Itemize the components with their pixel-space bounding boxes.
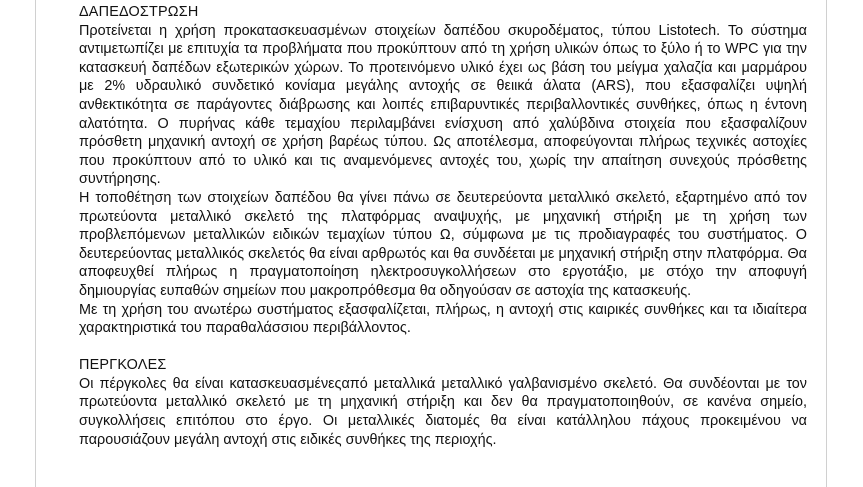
left-margin-rule — [35, 0, 36, 487]
section-pergolas — [79, 356, 807, 449]
section-spacer — [79, 338, 807, 357]
flooring-paragraph-1: Προτείνεται η χρήση προκατασκευασμένων στοιχείων δαπέδου σκυροδέματος, τύπου Listotech. Το σύστημα αντιμετωπίζει με επιτυχία τα προβλήματα που προκύπτουν από τη χρήση υλικών όπως το ξύλο ή το WPC για την κατασκευή δαπέδων εξωτερικών χώρων. Το προτεινόμενο υλικό έχει ως βάση του μείγμα χαλαζία και μαρμάρου με 2% υδραυλικό συνδετικό κονίαμα μεγάλης αντοχής σε θειικά άλατα (ARS), που εξασφαλίζει υψηλή ανθεκτικότητα σε παράγοντες διάβρωσης και λοιπές επιβαρυντικές περιβαλλοντικές συνθήκες, όπως η έντονη αλατότητα. Ο πυρήνας κάθε τεμαχίου περιλαμβάνει ενίσχυση από χαλύβδινα στοιχεία που εξασφαλίζουν πρόσθετη μηχανική αντοχή σε χρήση βαρέως τύπου. Ως αποτέλεσμα, αποφεύγονται πλήρως τεχνικές αστοχίες που προκύπτουν από το υλικό και τις αναμενόμενες αντοχές του, χωρίς την απαίτηση συνεχούς πρόσθετης συντήρησης. — [79, 22, 807, 188]
pergolas-paragraph-1: Οι πέργκολες θα είναι κατασκευασμένεςαπό μεταλλικά μεταλλικό γαλβανισμένο σκελετό. Θα συνδέονται με τον πρωτεύοντα μεταλλικό σκελετό με τη μηχανική στήριξη και δεν θα πραγματοποιηθούν, σε κανένα σημείο, συγκολλήσεις επιτόπου στο έργο. Οι μεταλλικές διατομές θα είναι κατάλληλου πάχους προκειμένου να παρουσιάζουν μεγάλη αντοχή στις ειδικές συνθήκες της περιοχής. — [79, 375, 807, 448]
right-margin-rule — [826, 0, 827, 487]
section-flooring — [79, 3, 807, 338]
document-body — [79, 3, 807, 449]
section-heading-pergolas: ΠΕΡΓΚΟΛΕΣ — [79, 357, 167, 374]
section-heading-flooring: ΔΑΠΕΔΟΣΤΡΩΣΗ — [79, 4, 199, 20]
flooring-paragraph-2: Η τοποθέτηση των στοιχείων δαπέδου θα γίνει πάνω σε δευτερεύοντα μεταλλικό σκελετό, εξαρτημένο από τον πρωτεύοντα μεταλλικό σκελετό της πλατφόρμας αναψυχής, με μηχανική στήριξη με τη χρήση των προβλεπόμενων μεταλλικών ειδικών τεμαχίων τύπου Ω, σύμφωνα με τις προδιαγραφές του συστήματος. Ο δευτερεύοντας μεταλλικός σκελετός θα είναι αρθρωτός και θα συνδέεται με μηχανική στήριξη στην πλατφόρμα. Θα αποφευχθεί πλήρως η πραγματοποίηση ηλεκτροσυγκολλήσεων στο εργοτάξιο, με στόχο την αποφυγή δημιουργίας ευπαθών σημείων που μακροπρόθεσμα θα οδηγούσαν σε αστοχία της κατασκευής. — [79, 189, 807, 299]
flooring-paragraph-3: Με τη χρήση του ανωτέρω συστήματος εξασφαλίζεται, πλήρως, η αντοχή στις καιρικές συνθήκες και τα ιδιαίτερα χαρακτηριστικά του παραθαλάσσιου περιβάλλοντος. — [79, 301, 807, 337]
